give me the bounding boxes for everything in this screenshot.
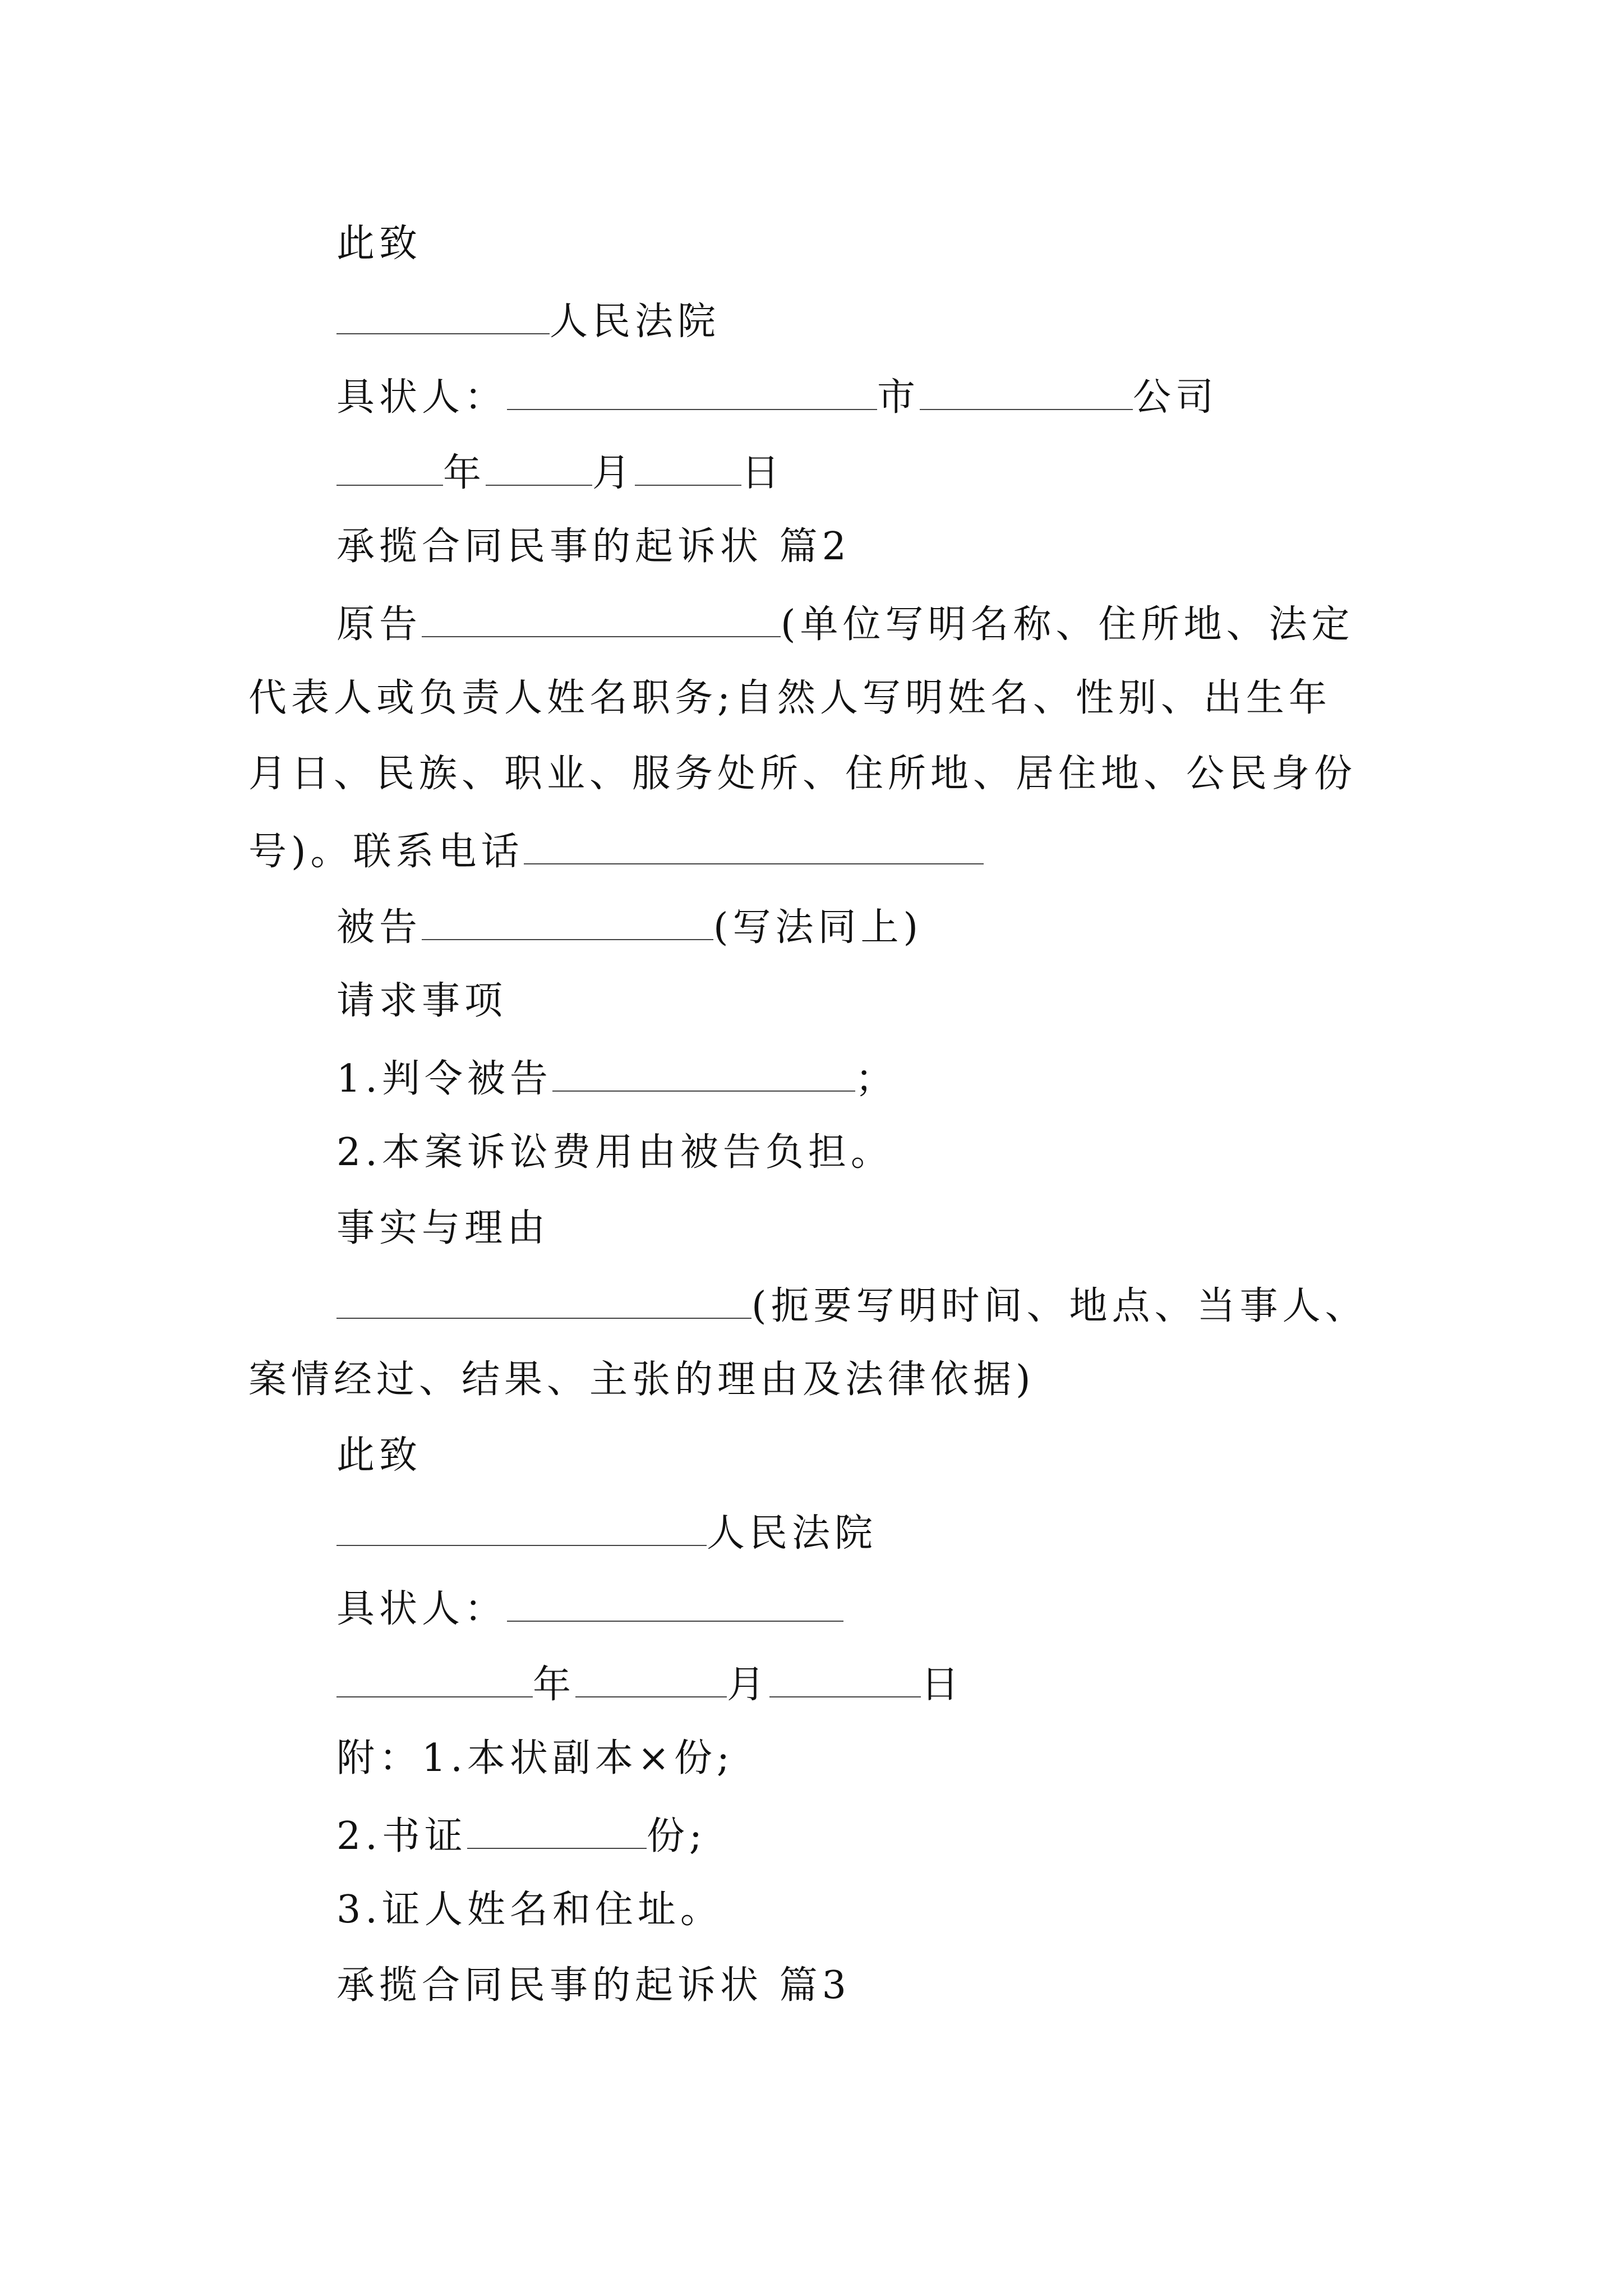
facts-note-2: 案情经过、结果、主张的理由及法律依据) xyxy=(248,1358,1035,1402)
claim-2 xyxy=(336,1130,893,1175)
city-text: 市 xyxy=(877,375,920,420)
date-line-2 xyxy=(336,1660,963,1708)
day-blank xyxy=(635,449,741,486)
phone-blank xyxy=(524,827,984,864)
plaintiff-note-1: (单位写明名称、住所地、法定 xyxy=(781,602,1354,647)
filer-blank xyxy=(507,373,877,410)
year-blank xyxy=(336,449,443,486)
company-blank xyxy=(920,373,1133,410)
date-line xyxy=(336,449,784,496)
plaintiff-blank xyxy=(422,600,781,637)
month-blank xyxy=(486,449,592,486)
filer-label: 具状人： xyxy=(336,375,508,420)
phone-line xyxy=(248,827,984,875)
day-text-2: 日 xyxy=(921,1663,964,1707)
salutation-2 xyxy=(336,1433,422,1478)
defendant-line xyxy=(336,903,923,950)
claims-heading-text: 请求事项 xyxy=(336,979,508,1023)
month-blank-2 xyxy=(575,1660,727,1697)
attachment-1 xyxy=(336,1736,734,1781)
attachment-2-blank xyxy=(467,1812,647,1849)
salutation-text: 此致 xyxy=(336,222,422,266)
attachment-2 xyxy=(336,1812,707,1859)
filer-label-2: 具状人： xyxy=(336,1587,508,1631)
court-line-2 xyxy=(336,1509,877,1556)
salutation-2-text: 此致 xyxy=(336,1433,422,1478)
claim-1-text: 1.判令被告 xyxy=(336,1057,552,1101)
court-blank-2 xyxy=(336,1509,707,1546)
plaintiff-note-3: 月日、民族、职业、服务处所、住所地、居住地、公民身份 xyxy=(248,752,1357,796)
filer-line-2 xyxy=(336,1585,843,1632)
section-2-heading-text: 承揽合同民事的起诉状 篇2 xyxy=(336,524,851,569)
facts-line-1 xyxy=(336,1282,1368,1329)
filer-blank-2 xyxy=(507,1585,843,1622)
attachment-3-text: 3.证人姓名和住址。 xyxy=(336,1888,723,1932)
claim-1-end: ； xyxy=(855,1057,898,1101)
filer-line xyxy=(336,373,1218,420)
court-text: 人民法院 xyxy=(550,300,721,344)
facts-note-1: (扼要写明时间、地点、当事人、 xyxy=(751,1284,1368,1328)
court-blank xyxy=(336,297,550,334)
day-blank-2 xyxy=(769,1660,921,1697)
plaintiff-note-4: 号)。联系电话 xyxy=(248,830,524,874)
attachment-1-text: 附：1.本状副本×份; xyxy=(336,1736,734,1780)
facts-heading xyxy=(336,1206,550,1251)
defendant-label: 被告 xyxy=(336,905,422,950)
year-text-2: 年 xyxy=(533,1663,576,1707)
facts-line-2 xyxy=(248,1358,1035,1402)
attachment-3 xyxy=(336,1888,723,1932)
year-text: 年 xyxy=(443,451,486,495)
plaintiff-note-line-3 xyxy=(248,752,1357,797)
facts-heading-text: 事实与理由 xyxy=(336,1206,550,1250)
day-text: 日 xyxy=(741,451,785,495)
plaintiff-note-line-2 xyxy=(248,676,1331,721)
defendant-note: (写法同上) xyxy=(713,905,923,950)
year-blank-2 xyxy=(336,1660,533,1697)
court-text-2: 人民法院 xyxy=(707,1511,878,1556)
company-text: 公司 xyxy=(1133,375,1219,420)
month-text: 月 xyxy=(592,451,635,495)
month-text-2: 月 xyxy=(727,1663,770,1707)
claims-heading xyxy=(336,979,507,1024)
claim-2-text: 2.本案诉讼费用由被告负担。 xyxy=(336,1130,893,1175)
section-3-heading xyxy=(336,1963,851,2008)
attachment-2-text: 2.书证 xyxy=(336,1814,467,1858)
defendant-blank xyxy=(422,903,713,940)
salutation xyxy=(336,222,422,266)
court-line xyxy=(336,297,720,344)
plaintiff-line xyxy=(336,600,1354,647)
claim-1-blank xyxy=(552,1055,855,1092)
plaintiff-label: 原告 xyxy=(336,602,422,647)
claim-1 xyxy=(336,1055,898,1102)
plaintiff-note-2: 代表人或负责人姓名职务;自然人写明姓名、性别、出生年 xyxy=(248,676,1331,720)
section-2-heading xyxy=(336,524,851,569)
section-3-heading-text: 承揽合同民事的起诉状 篇3 xyxy=(336,1963,851,2008)
facts-blank xyxy=(336,1282,751,1319)
attachment-2-end: 份; xyxy=(646,1814,707,1858)
